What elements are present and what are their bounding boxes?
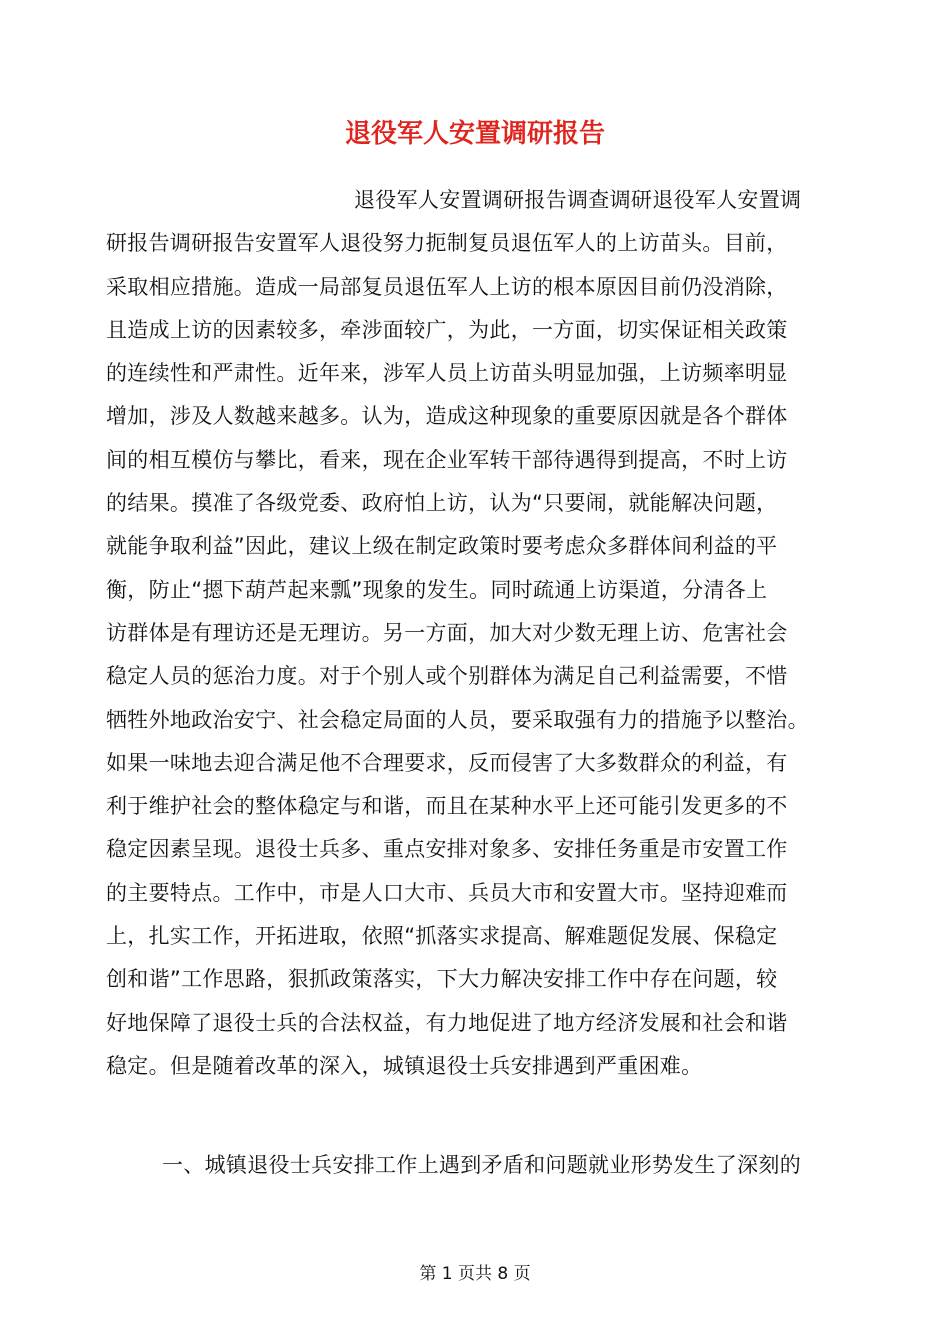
paragraph-line: 的连续性和严肃性。近年来，涉军人员上访苗头明显加强，上访频率明显 [106, 361, 788, 386]
paragraph-line: 利于维护社会的整体稳定与和谐，而且在某种水平上还可能引发更多的不 [106, 794, 788, 819]
paragraph-line: 采取相应措施。造成一局部复员退伍军人上访的根本原因目前仍没消除， [106, 274, 788, 299]
paragraph-line: 牺牲外地政治安宁、社会稳定局面的人员，要采取强有力的措施予以整治。 [106, 707, 809, 732]
paragraph-line: 稳定人员的惩治力度。对于个别人或个别群体为满足自己利益需要，不惜 [106, 664, 788, 689]
paragraph-line: 如果一味地去迎合满足他不合理要求，反而侵害了大多数群众的利益，有 [106, 750, 788, 775]
paragraph-line: 衡，防止“摁下葫芦起来瓢”现象的发生。同时疏通上访渠道，分清各上 [106, 577, 768, 602]
paragraph-line: 创和谐”工作思路，狠抓政策落实，下大力解决安排工作中存在问题，较 [106, 967, 778, 992]
paragraph-line: 上，扎实工作，开拓进取，依照“抓落实求提高、解难题促发展、保稳定 [106, 924, 778, 949]
body-paragraph-2 [106, 1144, 846, 1187]
paragraph-line: 退役军人安置调研报告调查调研退役军人安置调 [354, 188, 802, 212]
paragraph-line: 的结果。摸准了各级党委、政府怕上访，认为“只要闹，就能解决问题， [106, 491, 778, 516]
paragraph-line: 访群体是有理访还是无理访。另一方面，加大对少数无理上访、危害社会 [106, 620, 788, 645]
paragraph-line: 间的相互模仿与攀比，看来，现在企业军转干部待遇得到提高，不时上访 [106, 447, 788, 472]
paragraph-line: 且造成上访的因素较多，牵涉面较广，为此，一方面，切实保证相关政策 [106, 317, 788, 342]
paragraph-line: 稳定因素呈现。退役士兵多、重点安排对象多、安排任务重是市安置工作 [106, 837, 788, 862]
body-paragraph-1 [106, 179, 846, 1088]
paragraph-line: 稳定。但是随着改革的深入，城镇退役士兵安排遇到严重困难。 [106, 1053, 703, 1078]
page-number-footer: 第 1 页共 8 页 [419, 1264, 531, 1284]
document-title: 退役军人安置调研报告 [344, 119, 605, 149]
paragraph-line: 就能争取利益”因此，建议上级在制定政策时要考虑众多群体间利益的平 [106, 534, 778, 559]
paragraph-line: 研报告调研报告安置军人退役努力扼制复员退伍军人的上访苗头。目前， [106, 231, 788, 256]
paragraph-line: 好地保障了退役士兵的合法权益，有力地促进了地方经济发展和社会和谐 [106, 1010, 788, 1035]
paragraph-line: 一、城镇退役士兵安排工作上遇到矛盾和问题就业形势发生了深刻的 [162, 1153, 801, 1177]
paragraph-line: 的主要特点。工作中，市是人口大市、兵员大市和安置大市。坚持迎难而 [106, 880, 788, 905]
paragraph-line: 增加，涉及人数越来越多。认为，造成这种现象的重要原因就是各个群体 [106, 404, 788, 429]
